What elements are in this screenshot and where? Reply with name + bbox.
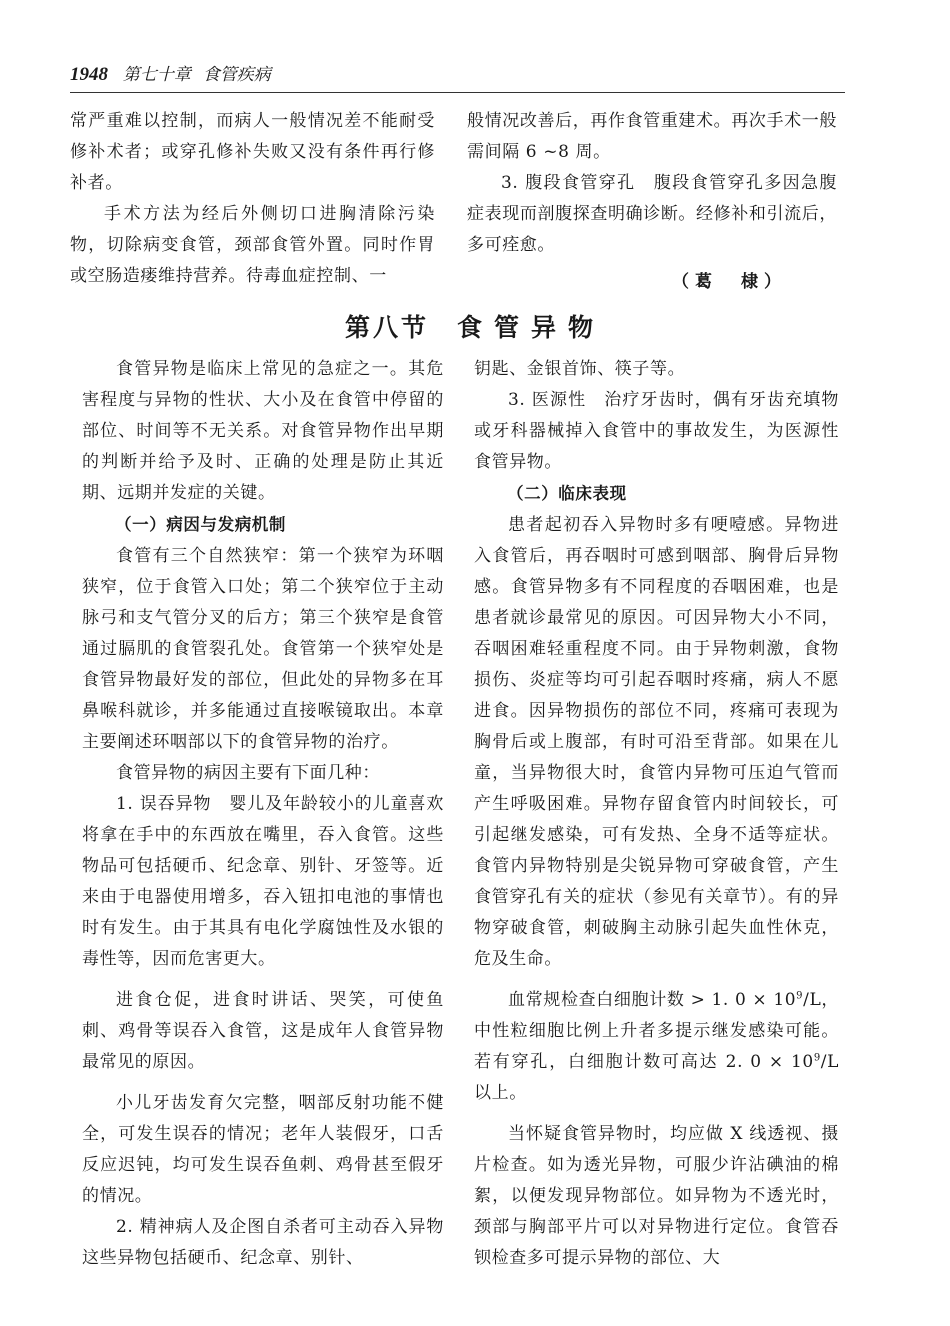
section-number: 第八节: [344, 313, 429, 342]
chapter-number: 第七十章: [122, 65, 191, 84]
section-title: 食管异物: [457, 313, 606, 342]
paragraph: 小儿牙齿发育欠完整，咽部反射功能不健全，可发生误吞的情况；老年人装假牙，口舌反应迟钝，均可发生误吞鱼刺、鸡骨甚至假牙的情况。: [82, 1093, 444, 1206]
page-number: 1948: [70, 64, 108, 85]
paragraph: 食管有三个自然狭窄：第一个狭窄为环咽狭窄，位于食管入口处；第二个狭窄位于主动脉弓和支气管分叉的后方；第三个狭窄是食管通过膈肌的食管裂孔处。食管第一个狭窄处是食管异物最好发的部位，但此处的异物多在耳鼻喉科就诊，并多能通过直接喉镜取出。本章主要阐述环咽部以下的食管异物的治疗。: [82, 546, 444, 752]
paragraph: 患者起初吞入异物时多有哽噎感。异物进入食管后，再吞咽时可感到咽部、胸骨后异物感。食管异物多有不同程度的吞咽困难，也是患者就诊最常见的原因。可因异物大小不同，吞咽困难轻重程度不同。由于异物刺激，食物损伤、炎症等均可引起吞咽时疼痛，病人不愿进食。因异物损伤的部位不同，疼痛可表现为胸骨后或上腹部，有时可沿至背部。如果在儿童，当异物很大时，食管内异物可压迫气管而产生呼吸困难。异物存留食管内时间较长，可引起继发感染，可有发热、全身不适等症状。食管内异物特别是尖锐异物可穿破食管，产生食管穿孔有关的症状（参见有关章节）。有的异物穿破食管，刺破胸主动脉引起失血性休克，危及生命。: [474, 515, 839, 969]
paragraph: 3. 腹段食管穿孔 腹段食管穿孔多因急腹症表现而剖腹探查明确诊断。经修补和引流后，多可痊愈。: [467, 173, 837, 255]
author-credit: （葛 棣）: [672, 272, 787, 292]
top-left-column: [70, 106, 435, 292]
header-rule: [70, 92, 845, 93]
paragraph: 钥匙、金银首饰、筷子等。: [474, 359, 686, 379]
paragraph: 食管异物的病因主要有下面几种：: [116, 763, 380, 783]
paragraph: 当怀疑食管异物时，均应做 X 线透视、摄片检查。如为透光异物，可服少许沾碘油的棉絮，以便发现异物部位。如异物为不透光时，颈部与胸部平片可以对异物进行定位。食管吞钡检查多可提示异物的部位、大: [474, 1124, 839, 1268]
chapter-title: 食管疾病: [202, 65, 271, 84]
section-heading: [0, 308, 950, 344]
paragraph: 手术方法为经后外侧切口进胸清除污染物，切除病变食管，颈部食管外置。同时作胃或空肠造瘘维持营养。待毒血症控制、一: [70, 204, 435, 286]
paragraph: 般情况改善后，再作食管重建术。再次手术一般需间隔 6 ~8 周。: [467, 111, 837, 162]
subheading: （二）临床表现: [507, 484, 627, 503]
running-header: [70, 64, 845, 86]
paragraph: 常严重难以控制，而病人一般情况差不能耐受修补术者；或穿孔修补失败又没有条件再行修补者。: [70, 111, 435, 193]
subheading: （一）病因与发病机制: [115, 515, 286, 534]
top-right-column: [467, 106, 837, 298]
paragraph: 2. 精神病人及企图自杀者可主动吞入异物 这些异物包括硬币、纪念章、别针、: [82, 1217, 462, 1268]
paragraph: 食管异物是临床上常见的急症之一。其危害程度与异物的性状、大小及在食管中停留的部位、时间等不无关系。对食管异物作出早期的判断并给予及时、正确的处理是防止其近期、远期并发症的关键。: [82, 359, 444, 503]
left-column: [82, 354, 462, 1274]
paragraph: 进食仓促，进食时讲话、哭笑，可使鱼刺、鸡骨等误吞入食管，这是成年人食管异物最常见的原因。: [82, 990, 444, 1072]
right-column: [474, 354, 839, 1274]
paragraph: 1. 误吞异物 婴儿及年龄较小的儿童喜欢将拿在手中的东西放在嘴里，吞入食管。这些物品可包括硬币、纪念章、别针、牙签等。近来由于电器使用增多，吞入钮扣电池的事情也时有发生。由于其具有电化学腐蚀性及水银的毒性等，因而危害更大。: [82, 794, 444, 969]
paragraph: 3. 医源性 治疗牙齿时，偶有牙齿充填物或牙科器械掉入食管中的事故发生，为医源性食管异物。: [474, 390, 839, 472]
paragraph-blood-test: 血常规检查白细胞计数 > 1. $0 \times 10^9/L$，中性粒细胞比例上升者多提示继发感染可能。若有穿孔，白细胞计数可高达 2. $0 \times 10^9/L$ 以上。: [474, 990, 839, 1103]
chapter-label: [123, 65, 283, 84]
